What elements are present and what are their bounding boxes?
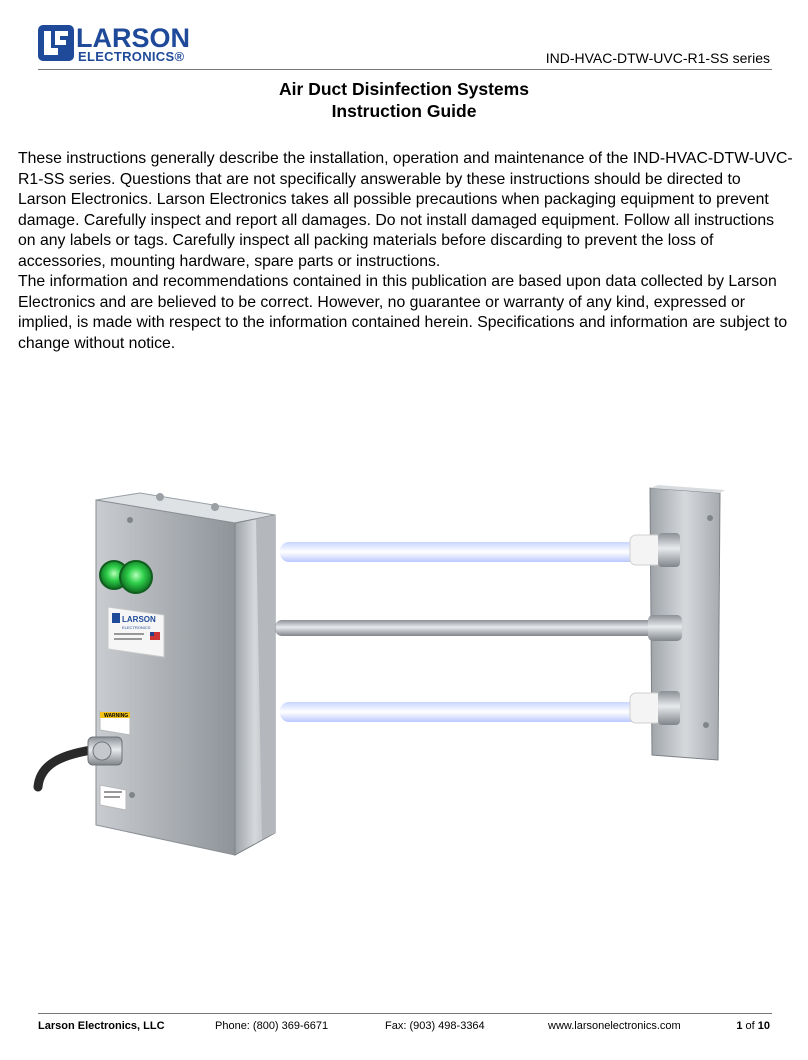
larson-logo-icon xyxy=(38,25,76,61)
footer-phone: Phone: (800) 369-6671 xyxy=(215,1020,329,1032)
disclaimer-paragraph: The information and recommendations contained in this publication are based upon data collected by Larson Electronics and are believed to be correct. However, no guarantee or warranty of any kind, expressed or implied, is made with respect to the information contained herein. Specifications and information are subject to change without notice. xyxy=(18,273,788,352)
product-photo xyxy=(30,415,780,955)
logo-text-larson: LARSON xyxy=(76,23,190,53)
title-line-2: Instruction Guide xyxy=(331,101,477,121)
company-logo xyxy=(38,25,198,65)
logo-text-electronics: ELECTRONICS® xyxy=(78,49,185,64)
title-line-1: Air Duct Disinfection Systems xyxy=(279,79,529,99)
footer-divider xyxy=(38,1013,772,1014)
uv-lamp-bottom xyxy=(280,691,680,725)
warning-label-text: WARNING xyxy=(104,713,129,719)
label-brand-text: LARSON xyxy=(122,615,156,624)
cable-gland xyxy=(88,737,122,765)
intro-paragraph: These instructions generally describe the installation, operation and maintenance of the IND-HVAC-DTW-UVC-R1-SS series. Questions that are not specifically answerable by these instructions should be directed to Larson Electronics. Larson Electronics takes all possible precautions when packaging equipment to prevent damage. Carefully inspect and report all damages. Do not install damaged equipment. Follow all instructions on any labels or tags. Carefully inspect all packing materials before discarding to prevent the loss of accessories, mounting hardware, spare parts or instructions. xyxy=(18,150,793,270)
indicator-light-right xyxy=(120,561,152,593)
page-number: 1 of 10 xyxy=(736,1020,770,1032)
footer-fax: Fax: (903) 498-3364 xyxy=(385,1020,485,1032)
series-label: IND-HVAC-DTW-UVC-R1-SS series xyxy=(545,50,770,66)
page-title xyxy=(0,78,808,122)
header-divider xyxy=(38,69,772,70)
secondary-label xyxy=(100,785,126,810)
label-sub-text: ELECTRONICS xyxy=(122,625,151,630)
footer-website[interactable]: www.larsonelectronics.com xyxy=(548,1020,681,1032)
product-label xyxy=(108,607,164,657)
footer-company: Larson Electronics, LLC xyxy=(38,1020,165,1032)
uv-lamp-top xyxy=(280,533,680,567)
power-cable xyxy=(38,750,92,787)
support-rod xyxy=(275,615,682,641)
